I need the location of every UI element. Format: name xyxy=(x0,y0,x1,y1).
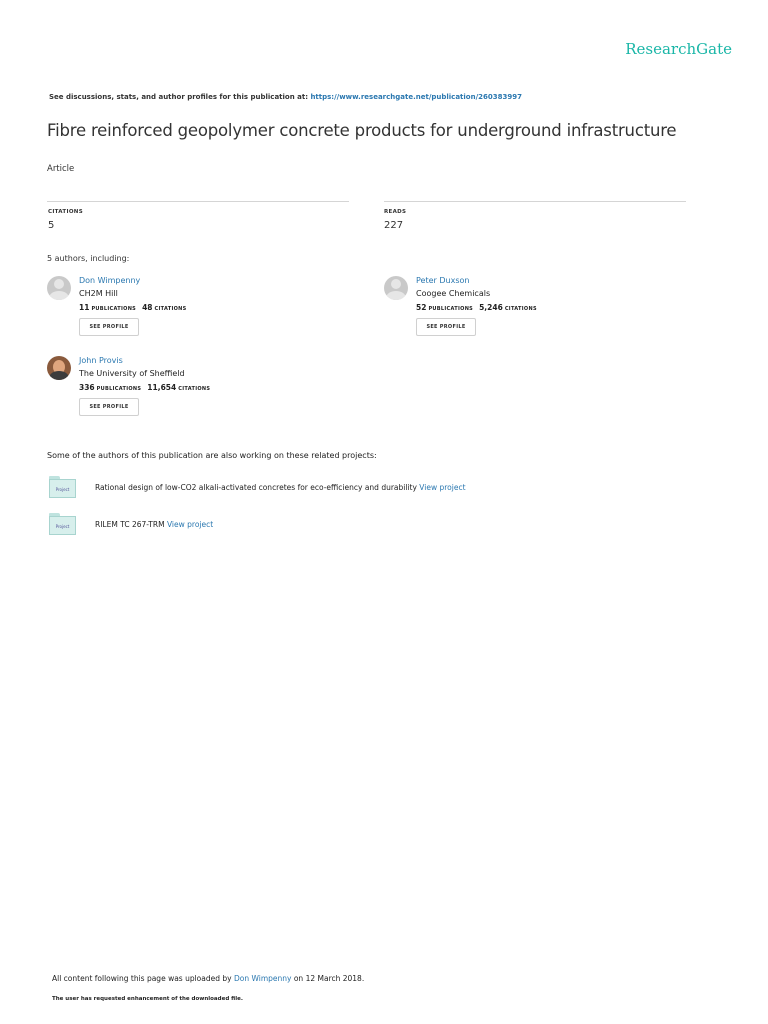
discussion-line xyxy=(49,93,522,101)
avatar-placeholder-icon[interactable] xyxy=(47,276,71,300)
project-folder-icon[interactable] xyxy=(49,513,76,535)
reads-divider xyxy=(384,201,686,202)
publications-count: 52 xyxy=(416,303,427,312)
citations-label: CITATIONS xyxy=(504,306,537,312)
related-projects-heading: Some of the authors of this publication are also working on these related projects: xyxy=(47,451,377,460)
discussion-text: See discussions, stats, and author profiles for this publication at: xyxy=(49,93,309,101)
see-profile-button[interactable]: SEE PROFILE xyxy=(79,318,139,336)
uploader-link[interactable]: Don Wimpenny xyxy=(233,974,292,983)
publications-count: 336 xyxy=(79,383,95,392)
project-text xyxy=(95,483,466,492)
citations-divider xyxy=(47,201,349,202)
author-name-link[interactable]: Peter Duxson xyxy=(416,276,470,285)
publication-title: Fibre reinforced geopolymer concrete products for underground infrastructure xyxy=(47,121,677,140)
project-icon-label: Project xyxy=(49,516,76,535)
publications-label: PUBLICATIONS xyxy=(428,306,474,312)
citations-label: CITATIONS xyxy=(154,306,187,312)
reads-label: READS xyxy=(384,209,407,215)
author-stats xyxy=(79,303,193,312)
enhancement-note: The user has requested enhancement of the downloaded file. xyxy=(52,996,243,1002)
upload-note xyxy=(52,974,364,983)
author-institution: Coogee Chemicals xyxy=(416,289,491,298)
citations-label: CITATIONS xyxy=(178,386,211,392)
researchgate-logo[interactable]: ResearchGate xyxy=(625,40,732,58)
citations-count: 5 xyxy=(48,220,55,231)
author-name-link[interactable]: John Provis xyxy=(79,356,123,365)
author-stats xyxy=(79,383,216,392)
citations-label: CITATIONS xyxy=(48,209,83,215)
publications-label: PUBLICATIONS xyxy=(91,306,137,312)
avatar-placeholder-icon[interactable] xyxy=(384,276,408,300)
author-institution: CH2M Hill xyxy=(79,289,118,298)
reads-count: 227 xyxy=(384,220,404,231)
project-text xyxy=(95,520,213,529)
view-project-link[interactable]: View project xyxy=(166,520,214,529)
authors-heading: 5 authors, including: xyxy=(47,254,130,263)
publications-count: 11 xyxy=(79,303,90,312)
view-project-link[interactable]: View project xyxy=(419,483,466,492)
publications-label: PUBLICATIONS xyxy=(96,386,142,392)
project-title: RILEM TC 267-TRM xyxy=(95,520,165,529)
project-icon-label: Project xyxy=(49,479,76,498)
see-profile-button[interactable]: SEE PROFILE xyxy=(79,398,139,416)
project-title: Rational design of low-CO2 alkali-activated concretes for eco-efficiency and durability xyxy=(95,483,417,492)
author-stats xyxy=(416,303,543,312)
publication-type: Article xyxy=(47,164,75,174)
project-folder-icon[interactable] xyxy=(49,476,76,498)
author-photo-avatar[interactable] xyxy=(47,356,71,380)
see-profile-button[interactable]: SEE PROFILE xyxy=(416,318,476,336)
citations-count: 48 xyxy=(142,303,153,312)
author-name-link[interactable]: Don Wimpenny xyxy=(79,276,141,285)
citations-count: 5,246 xyxy=(479,303,503,312)
citations-count: 11,654 xyxy=(147,383,177,392)
upload-prefix: All content following this page was uploaded by xyxy=(52,974,232,983)
upload-suffix: on 12 March 2018. xyxy=(293,974,365,983)
publication-url-link[interactable]: https://www.researchgate.net/publication/260383997 xyxy=(310,93,522,101)
author-institution: The University of Sheffield xyxy=(79,369,185,378)
